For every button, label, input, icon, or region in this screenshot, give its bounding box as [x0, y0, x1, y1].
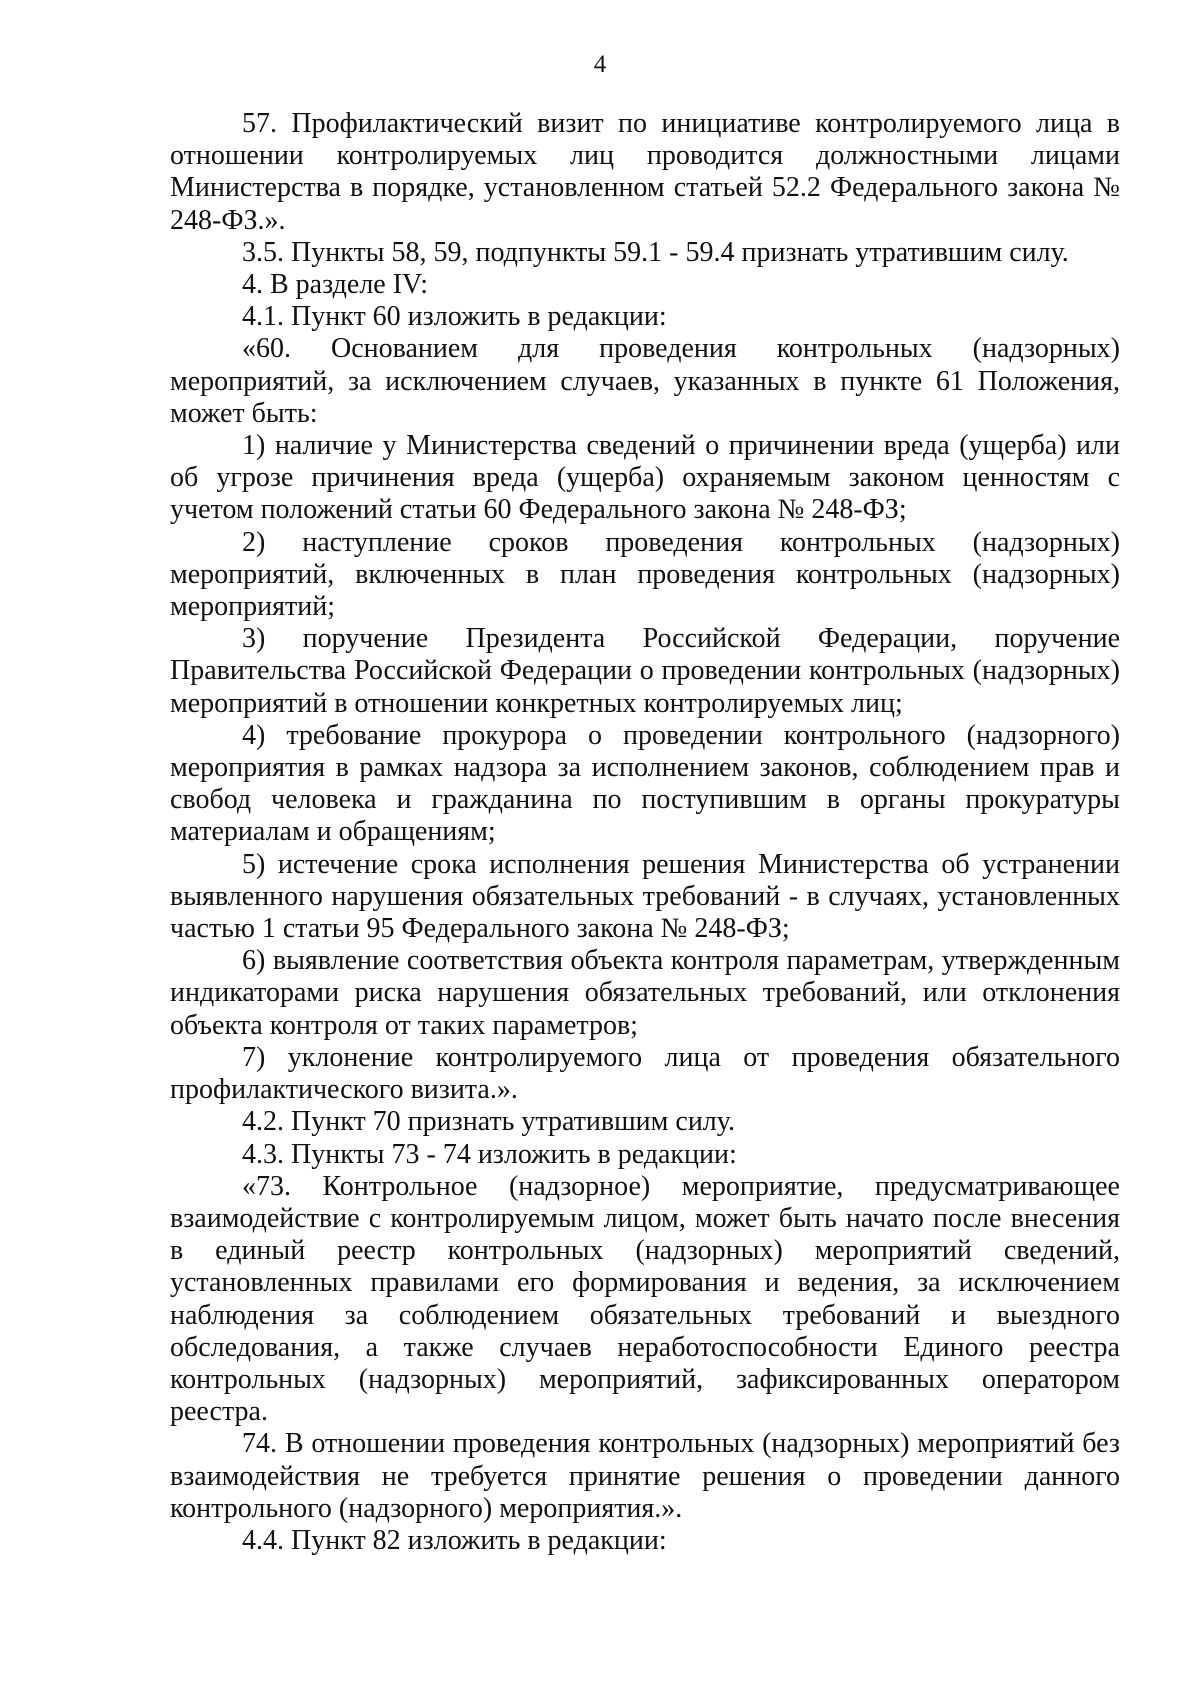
paragraph-section-4: 4. В разделе IV: — [242, 269, 428, 301]
paragraph-60: «60. Основанием для проведения контрольных (надзорных) мероприятий, за исключением случаев, указанных в пункте 61 Положения, может быть: — [170, 333, 1120, 429]
page-number: 4 — [593, 51, 607, 78]
paragraph-73: «73. Контрольное (надзорное) мероприятие, предусматривающее взаимодействие с контролируемым лицом, может быть начато после внесения в единый реестр контрольных (надзорных) мероприятий сведений, установленных правилами его формирования и ведения, за исключением наблюдения за соблюдением обязательных требований и выездного обследования, а также случаев неработоспособности Единого реестра контрольных (надзорных) мероприятий, зафиксированных оператором реестра. — [170, 1170, 1120, 1428]
paragraph-3-5: 3.5. Пункты 58, 59, подпункты 59.1 - 59.4 признать утратившим силу. — [242, 236, 1069, 268]
paragraph-4-1: 4.1. Пункт 60 изложить в редакции: — [242, 301, 667, 333]
list-item-1: 1) наличие у Министерства сведений о причинении вреда (ущерба) или об угрозе причинения вреда (ущерба) охраняемым законом ценностям с учетом положений статьи 60 Федерального закона № 248-ФЗ; — [170, 430, 1120, 526]
list-item-6: 6) выявление соответствия объекта контроля параметрам, утвержденным индикаторами риска нарушения обязательных требований, или отклонения объекта контроля от таких параметров; — [170, 945, 1120, 1041]
paragraph-74: 74. В отношении проведения контрольных (надзорных) мероприятий без взаимодействия не требуется принятие решения о проведении данного контрольного (надзорного) мероприятия.». — [170, 1428, 1120, 1524]
list-item-5: 5) истечение срока исполнения решения Министерства об устранении выявленного нарушения обязательных требований - в случаях, установленных частью 1 статьи 95 Федерального закона № 248-ФЗ; — [170, 848, 1120, 945]
paragraph-4-3: 4.3. Пункты 73 - 74 изложить в редакции: — [242, 1138, 737, 1170]
paragraph-4-4: 4.4. Пункт 82 изложить в редакции: — [242, 1524, 667, 1556]
paragraph-57: 57. Профилактический визит по инициативе контролируемого лица в отношении контролируемых лиц проводится должностными лицами Министерства в порядке, установленном статьей 52.2 Федерального закона № 248-ФЗ.». — [170, 108, 1120, 236]
paragraph-4-2: 4.2. Пункт 70 признать утратившим силу. — [242, 1106, 735, 1138]
list-item-7: 7) уклонение контролируемого лица от проведения обязательного профилактического визита.». — [170, 1041, 1120, 1106]
document-body — [170, 108, 1120, 1557]
list-item-2: 2) наступление сроков проведения контрольных (надзорных) мероприятий, включенных в план проведения контрольных (надзорных) мероприятий; — [170, 526, 1120, 623]
list-item-3: 3) поручение Президента Российской Федерации, поручение Правительства Российской Федерации о проведении контрольных (надзорных) мероприятий в отношении конкретных контролируемых лиц; — [170, 623, 1120, 719]
list-item-4: 4) требование прокурора о проведении контрольного (надзорного) мероприятия в рамках надзора за исполнением законов, соблюдением прав и свобод человека и гражданина по поступившим в органы прокуратуры материалам и обращениям; — [170, 719, 1120, 848]
